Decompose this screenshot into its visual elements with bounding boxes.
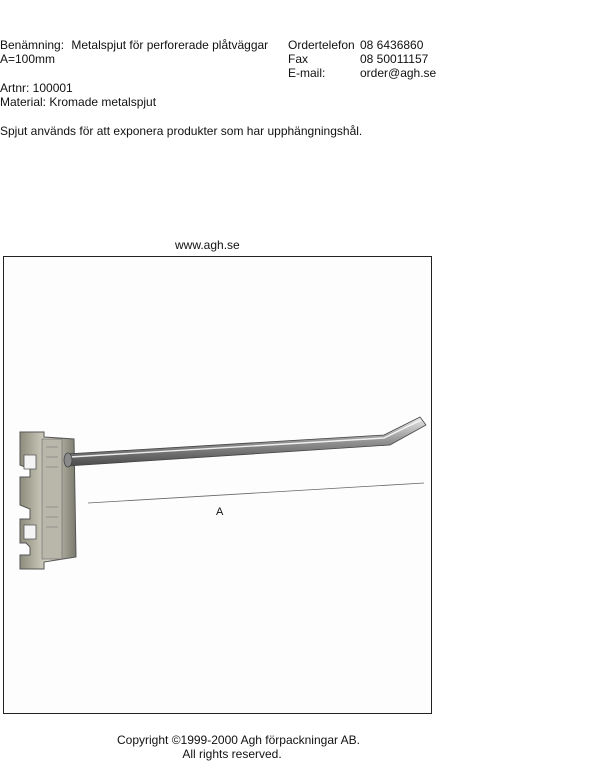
fax-value: 08 50011157 [360,52,429,66]
fax-label: Fax [288,52,309,66]
product-description: Spjut används för att exponera produkter som har upphängningshål. [0,124,363,138]
product-photo-frame [3,256,432,714]
footer-copyright: Copyright ©1999-2000 Agh förpackningar AB. [117,733,360,747]
product-article-number: Artnr: 100001 [0,81,73,95]
dimension-label: A [216,506,224,518]
mounting-bracket [20,432,76,569]
metal-rod [64,417,426,467]
product-name-value: Metalspjut för perforerade plåtväggar [71,38,269,52]
phone-value: 08 6436860 [360,38,424,52]
footer-rights: All rights reserved. [182,747,282,761]
email-label: E-mail: [288,66,326,80]
website-link[interactable]: www.agh.se [175,238,240,252]
phone-label: Ordertelefon [288,38,355,52]
product-dimension: A=100mm [0,52,56,66]
email-link[interactable]: order@agh.se [360,66,437,80]
metal-hook-illustration [4,257,431,713]
product-material: Material: Kromade metalspjut [0,95,157,109]
product-name-row [0,38,268,52]
dimension-line [88,483,424,503]
product-name-label: Benämning: [0,38,65,52]
